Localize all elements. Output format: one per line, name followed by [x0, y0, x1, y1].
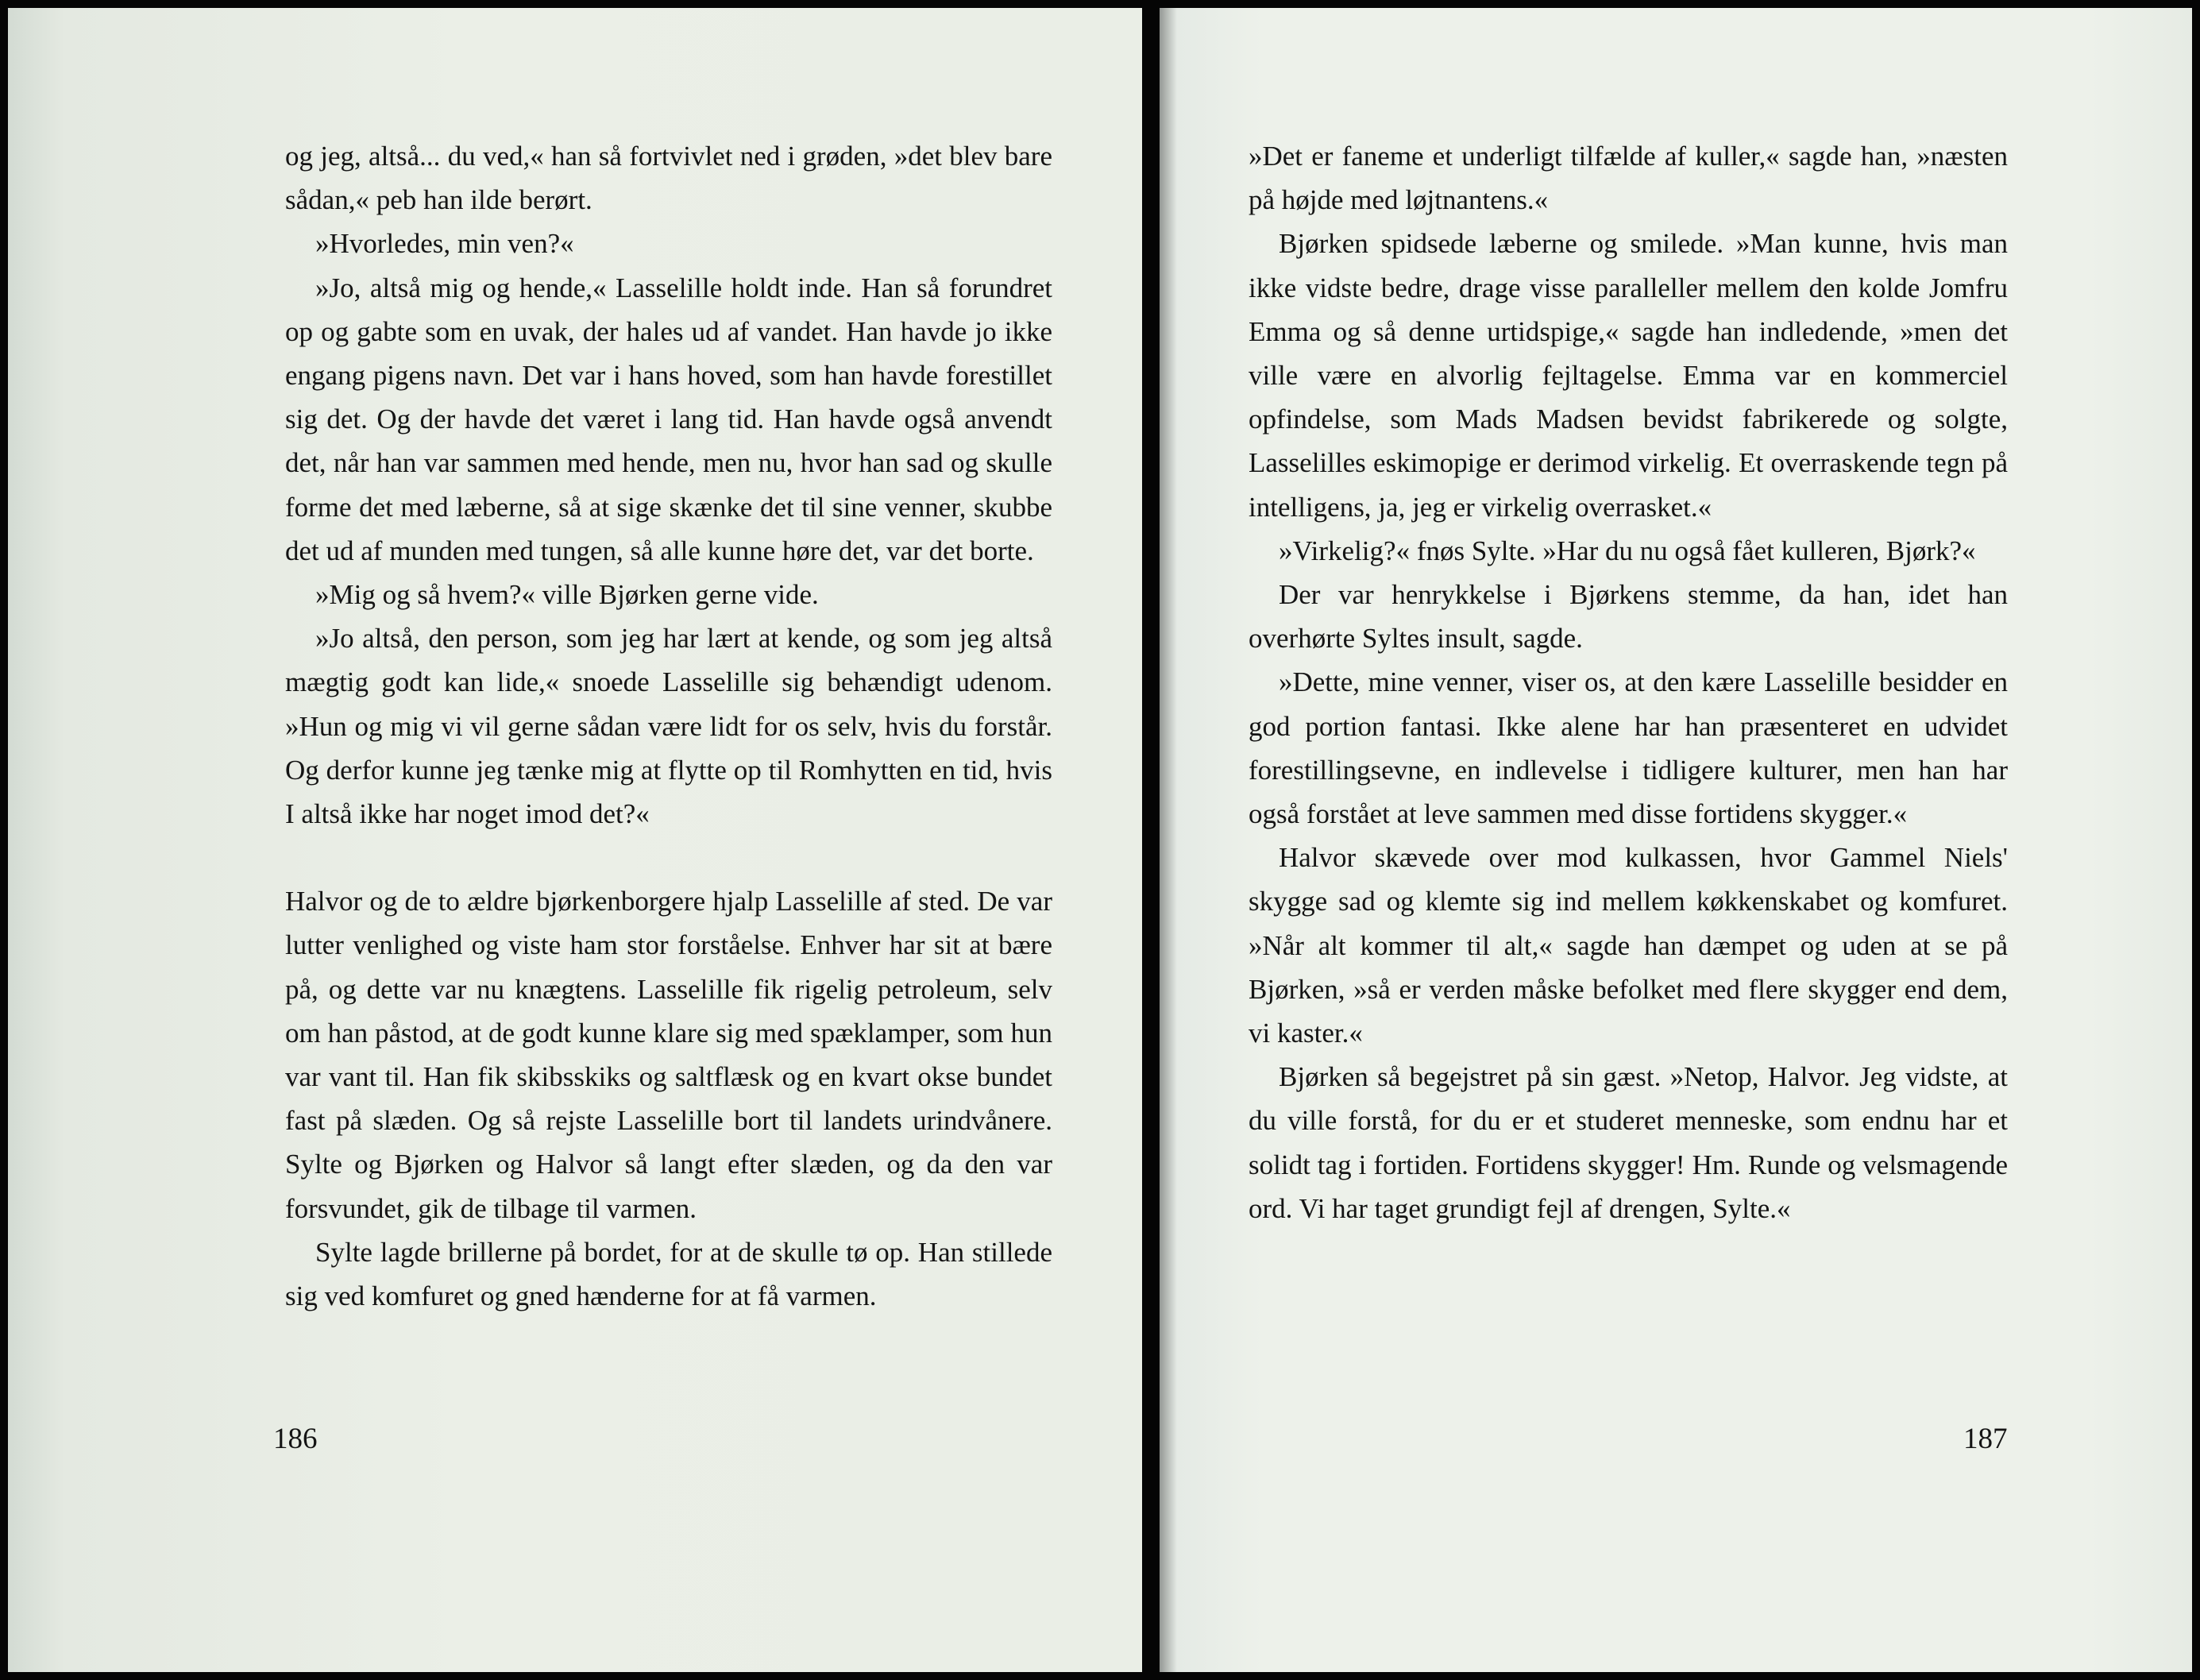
paragraph: »Hvorledes, min ven?« — [315, 228, 574, 260]
paragraph: og jeg, altså... du ved,« han så fortvivlet ned i grøden, »det blev bare sådan,« peb han ilde berørt. — [285, 141, 1052, 216]
left-page-text — [285, 134, 1052, 1318]
paragraph: »Jo altså, den person, som jeg har lært at kende, og som jeg altså mægtig godt kan lide,« snoede Lasselille sig behændigt udenom. »Hun og mig vi vil gerne sådan være lidt for os selv, hvis du forstår. Og derfor kunne jeg tænke mig at flytte op til Romhytten en tid, hvis I altså ikke har noget imod det?« — [285, 623, 1052, 830]
paragraph: Der var henrykkelse i Bjørkens stemme, da han, idet han overhørte Syltes insult, sagde. — [1249, 579, 2008, 655]
paragraph: »Mig og så hvem?« ville Bjørken gerne vide. — [315, 579, 819, 611]
paragraph: Halvor og de to ældre bjørkenborgere hjalp Lasselille af sted. De var lutter venlighed og viste ham stor forståelse. Enhver har sit at bære på, og dette var nu knægtens. Lasselille fik rigelig petroleum, selv om han påstod, at de godt kunne klare sig med spæklamper, som hun var vant til. Han fik skibsskiks og saltflæsk og en kvart okse bundet fast på slæden. Og så rejste Lasselille bort til landets urindvånere. Sylte og Bjørken og Halvor så langt efter slæden, og da den var forsvundet, gik de tilbage til varmen. — [285, 886, 1052, 1224]
paragraph: Bjørken så begejstret på sin gæst. »Netop, Halvor. Jeg vidste, at du ville forstå, for du er et studeret menneske, som endnu har et solidt tag i fortiden. Fortidens skygger! Hm. Runde og velsmagende ord. Vi har taget grundigt fejl af drengen, Sylte.« — [1249, 1061, 2008, 1224]
paragraph: »Det er faneme et underligt tilfælde af kuller,« sagde han, »næsten på højde med løjtnantens.« — [1249, 141, 2008, 216]
paragraph: »Virkelig?« fnøs Sylte. »Har du nu også fået kulleren, Bjørk?« — [1279, 535, 1976, 566]
paragraph: Halvor skævede over mod kulkassen, hvor Gammel Niels' skygge sad og klemte sig ind mellem køkkenskabet og komfuret. »Når alt kommer til alt,« sagde han dæmpet og uden at se på Bjørken, »så er verden måske befolket med flere skygger end dem, vi kaster.« — [1249, 842, 2008, 1049]
paragraph: »Jo, altså mig og hende,« Lasselille holdt inde. Han så forundret op og gabte som en uvak, der hales ud af vandet. Han havde jo ikke engang pigens navn. Det var i hans hoved, som han havde forestillet sig det. Og der havde det været i lang tid. Han havde også anvendt det, når han var sammen med hende, men nu, hvor han sad og skulle forme det med læberne, så at sige skænke det til sine venner, skubbe det ud af munden med tungen, så alle kunne høre det, var det borte. — [285, 272, 1052, 566]
right-page-text — [1249, 134, 2008, 1230]
left-page — [8, 8, 1142, 1672]
paragraph: »Dette, mine venner, viser os, at den kære Lasselille besidder en god portion fantasi. Ikke alene har han præsenteret en udvidet forestillingsevne, en indlevelse i tidligere kulturer, men han har også forstået at leve sammen med disse fortidens skygger.« — [1249, 666, 2008, 830]
paragraph: Bjørken spidsede læberne og smilede. »Man kunne, hvis man ikke vidste bedre, drage visse paralleller mellem den kolde Jomfru Emma og så denne urtidspige,« sagde han indledende, »men det ville være en alvorlig fejltagelse. Emma var en kommerciel opfindelse, som Mads Madsen bevidst fabrikerede og solgte, Lasselilles eskimopige er derimod virkelig. Et overraskende tegn på intelligens, ja, jeg er virkelig overrasket.« — [1249, 228, 2008, 523]
page-number: 187 — [1963, 1423, 2008, 1455]
right-page — [1160, 8, 2192, 1672]
paragraph: Sylte lagde brillerne på bordet, for at de skulle tø op. Han stillede sig ved komfuret og gned hænderne for at få varmen. — [285, 1236, 1052, 1312]
page-number: 186 — [273, 1423, 318, 1455]
page-gutter-shadow — [1160, 8, 1177, 1672]
